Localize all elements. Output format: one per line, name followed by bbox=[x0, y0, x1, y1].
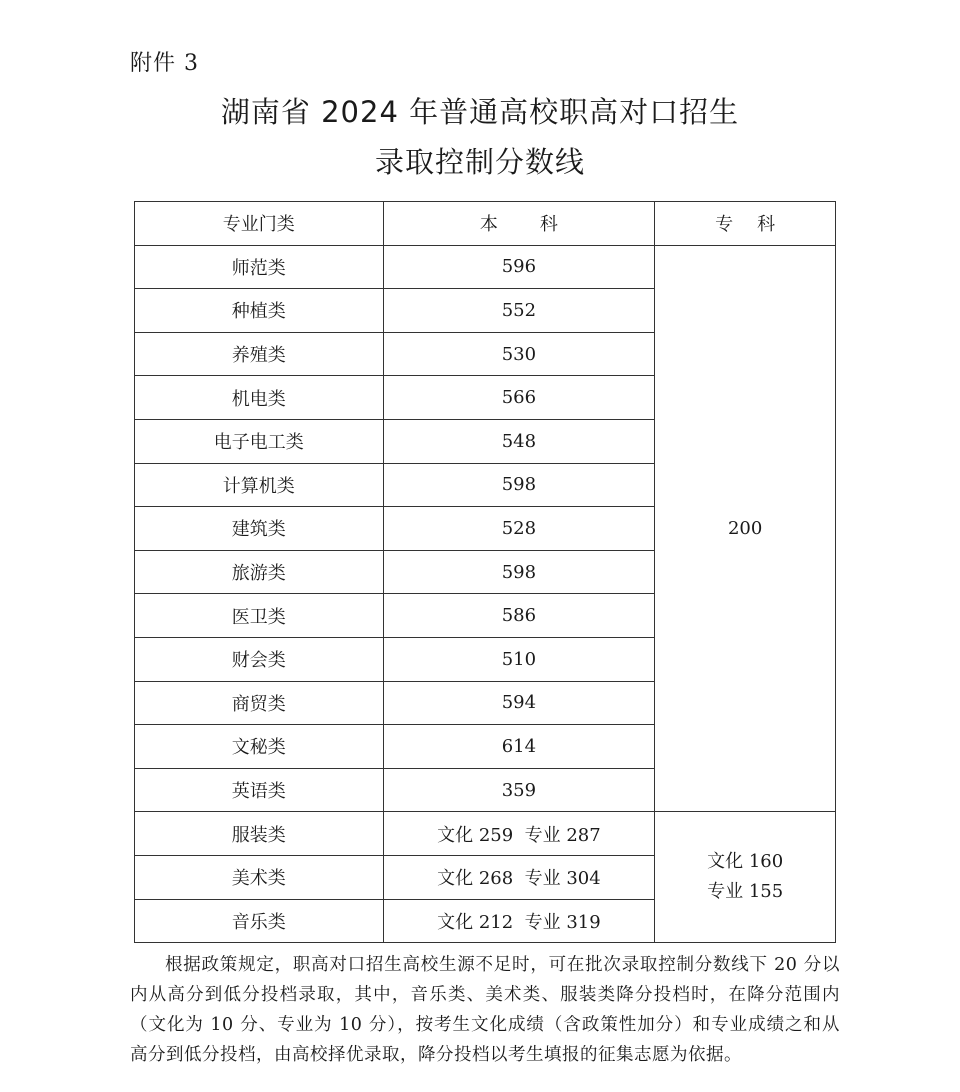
header-zhuanke bbox=[655, 202, 836, 246]
category-cell: 英语类 bbox=[135, 768, 384, 812]
benke-score-cell: 594 bbox=[383, 681, 655, 725]
category-cell: 旅游类 bbox=[135, 550, 384, 594]
category-cell: 电子电工类 bbox=[135, 419, 384, 463]
document-title-line2: 录取控制分数线 bbox=[374, 145, 585, 179]
table-row bbox=[135, 812, 836, 856]
benke-score-cell: 530 bbox=[383, 332, 655, 376]
table-row bbox=[135, 245, 836, 289]
benke-score-cell: 文化 259 专业 287 bbox=[383, 812, 655, 856]
benke-score-cell: 598 bbox=[383, 463, 655, 507]
category-cell: 计算机类 bbox=[135, 463, 384, 507]
benke-score-cell: 510 bbox=[383, 637, 655, 681]
zhuanke-score-group1: 200 bbox=[655, 245, 836, 812]
category-cell: 文秘类 bbox=[135, 725, 384, 769]
category-cell: 美术类 bbox=[135, 855, 384, 899]
header-benke bbox=[383, 202, 655, 246]
benke-score-cell: 文化 268 专业 304 bbox=[383, 855, 655, 899]
benke-score-cell: 566 bbox=[383, 376, 655, 420]
category-cell: 种植类 bbox=[135, 289, 384, 333]
header-category: 专业门类 bbox=[135, 202, 384, 246]
category-cell: 财会类 bbox=[135, 637, 384, 681]
policy-note: 根据政策规定，职高对口招生高校生源不足时，可在批次录取控制分数线下 20 分以内从高分到低分投档录取，其中，音乐类、美术类、服装类降分投档时，在降分范围内（文化为 10 分、专业为 10 分），按考生文化成绩（含政策性加分）和专业成绩之和从高分到低分投档，由高校择优录取，降分投档以考生填报的征集志愿为依据。 bbox=[130, 955, 840, 1065]
category-cell: 音乐类 bbox=[135, 899, 384, 943]
benke-score-cell: 586 bbox=[383, 594, 655, 638]
header-benke-part1: 本 bbox=[479, 214, 498, 236]
table-header-row bbox=[135, 202, 836, 246]
document-title-line1: 湖南省 2024 年普通高校职高对口招生 bbox=[220, 95, 740, 129]
header-benke-part2: 科 bbox=[539, 214, 558, 236]
category-cell: 机电类 bbox=[135, 376, 384, 420]
zhuanke-group2-major: 专业 155 bbox=[707, 881, 784, 903]
category-cell: 商贸类 bbox=[135, 681, 384, 725]
benke-score-cell: 598 bbox=[383, 550, 655, 594]
benke-score-cell: 614 bbox=[383, 725, 655, 769]
benke-score-cell: 548 bbox=[383, 419, 655, 463]
category-cell: 服装类 bbox=[135, 812, 384, 856]
zhuanke-score-group2-text bbox=[707, 847, 783, 907]
benke-score-cell: 596 bbox=[383, 245, 655, 289]
benke-score-cell: 552 bbox=[383, 289, 655, 333]
category-cell: 建筑类 bbox=[135, 507, 384, 551]
score-table bbox=[134, 201, 836, 943]
benke-score-cell: 文化 212 专业 319 bbox=[383, 899, 655, 943]
attachment-label: 附件 3 bbox=[130, 51, 199, 76]
category-cell: 师范类 bbox=[135, 245, 384, 289]
benke-score-cell: 528 bbox=[383, 507, 655, 551]
category-cell: 医卫类 bbox=[135, 594, 384, 638]
header-zhuanke-part2: 科 bbox=[757, 214, 776, 236]
category-cell: 养殖类 bbox=[135, 332, 384, 376]
zhuanke-group2-culture: 文化 160 bbox=[707, 851, 784, 873]
zhuanke-score-group2 bbox=[655, 812, 836, 943]
benke-score-cell: 359 bbox=[383, 768, 655, 812]
header-zhuanke-part1: 专 bbox=[715, 214, 734, 236]
